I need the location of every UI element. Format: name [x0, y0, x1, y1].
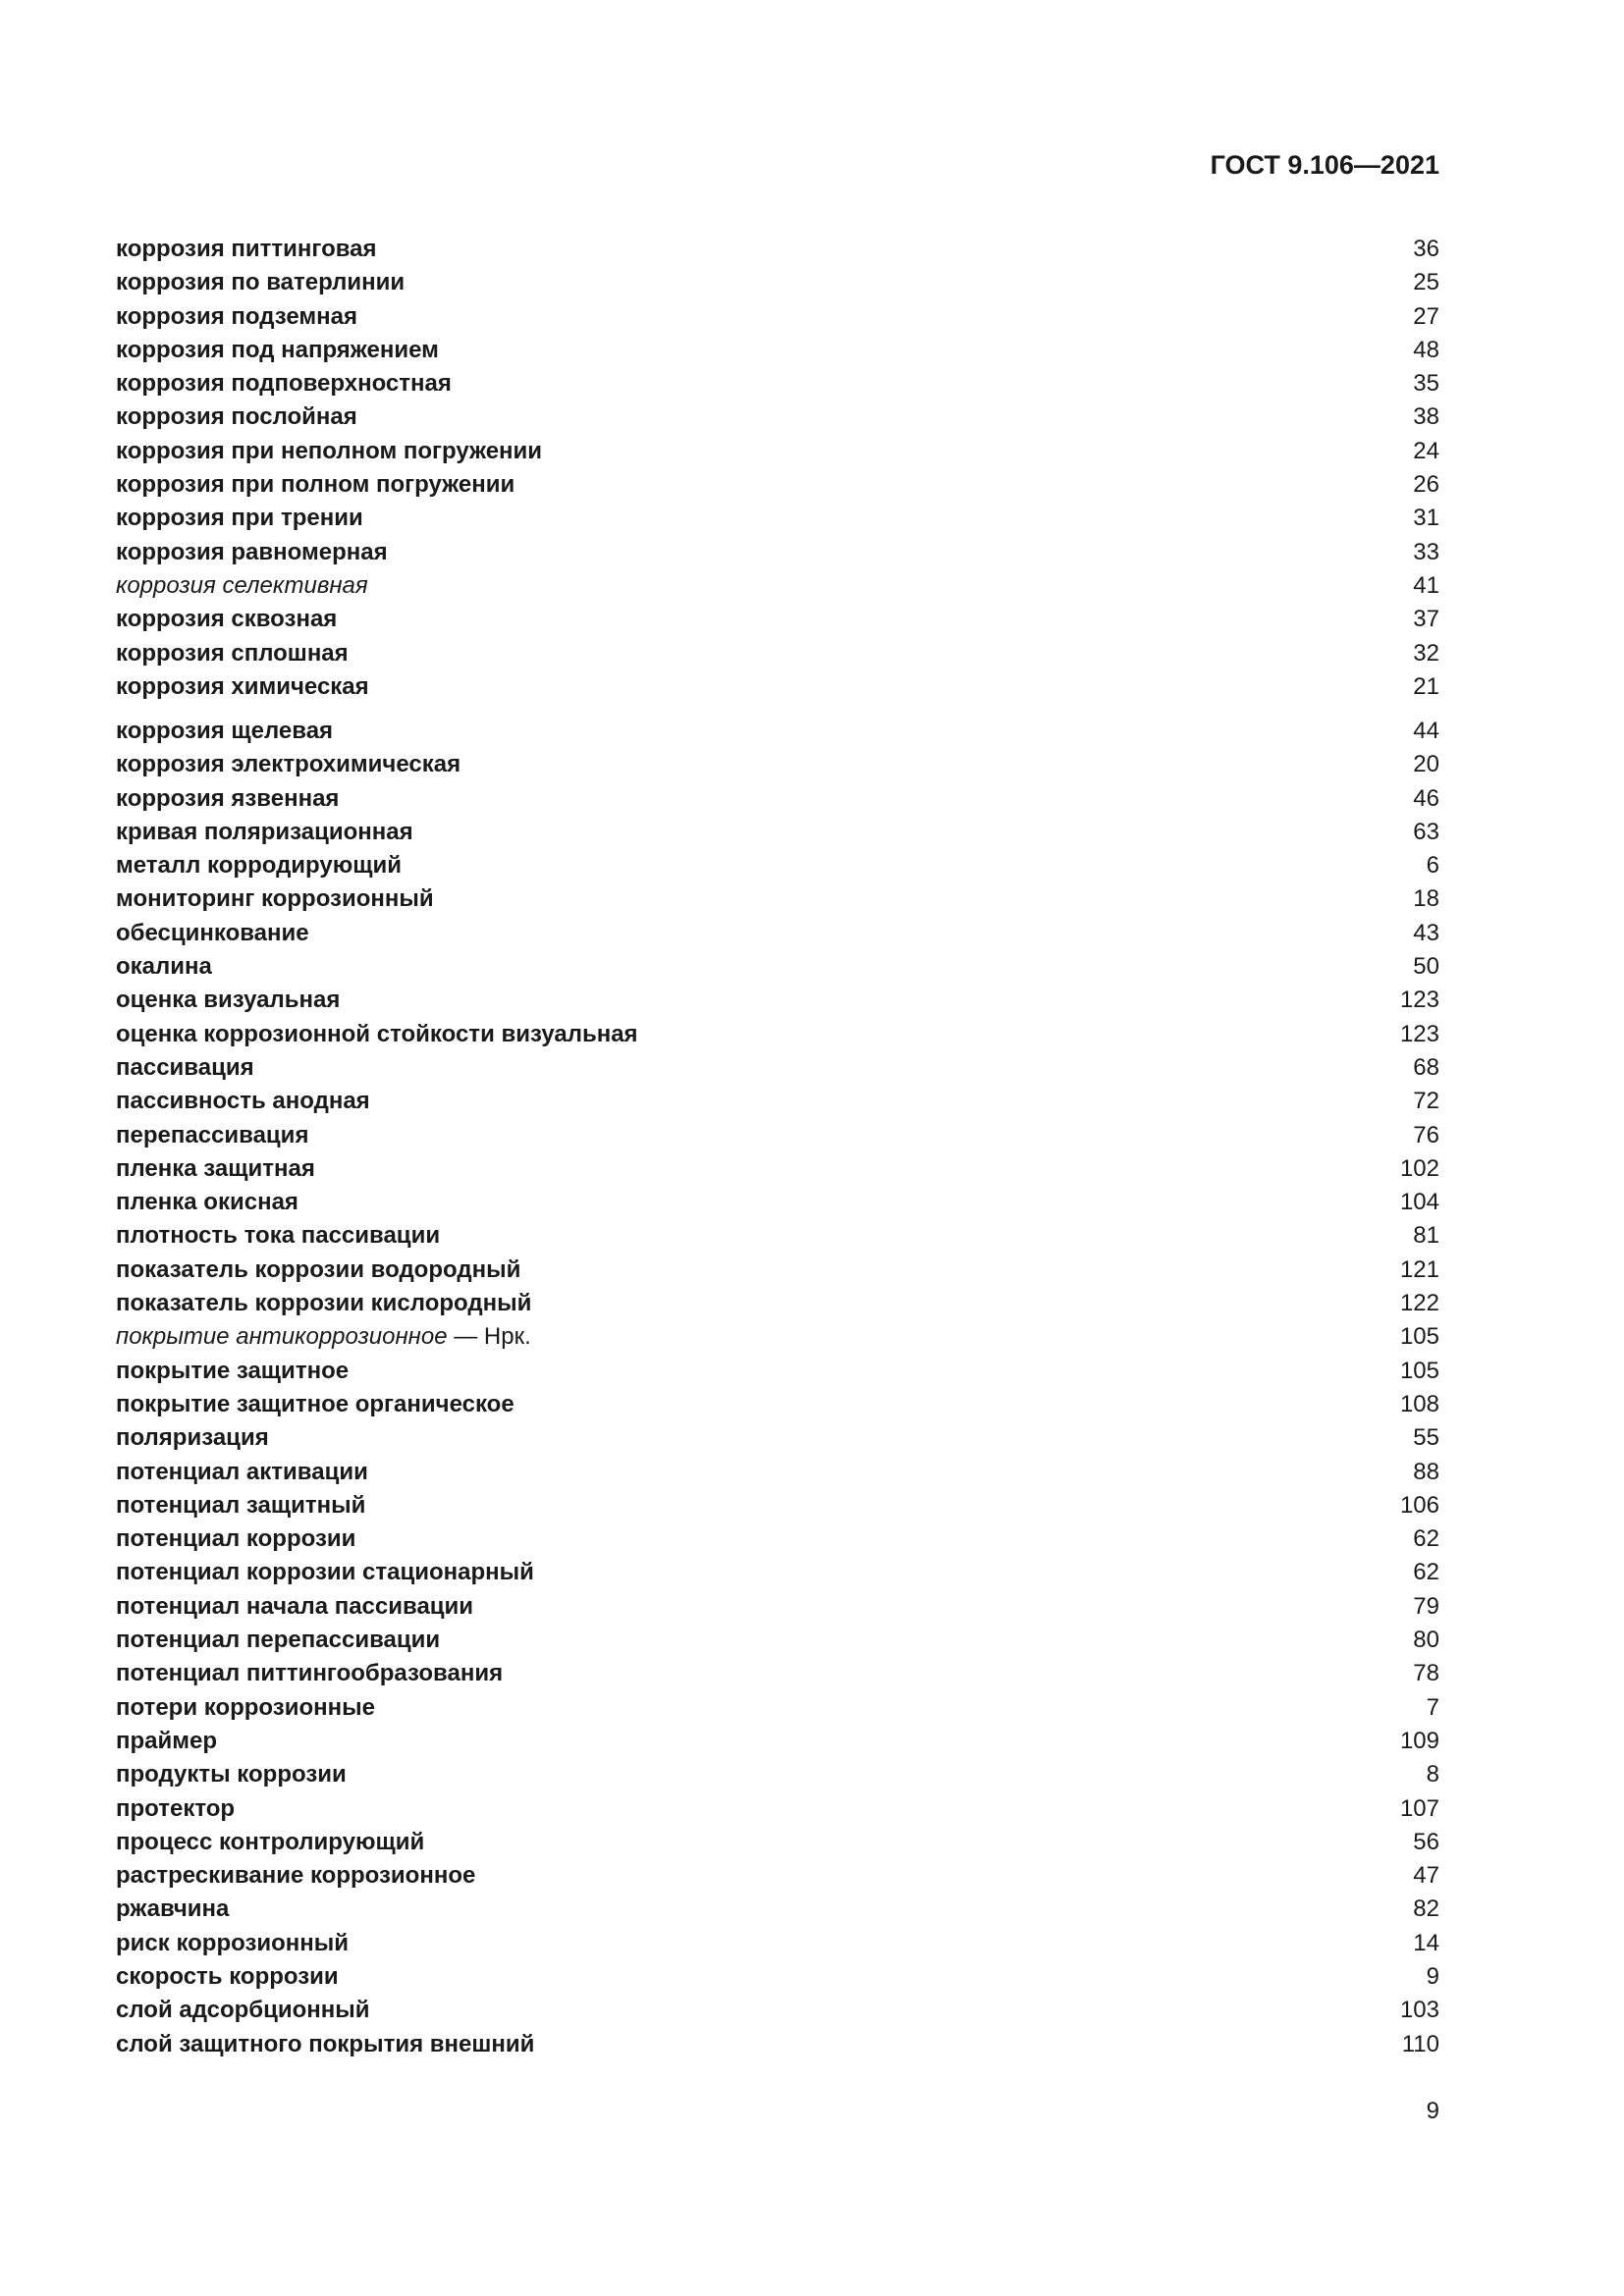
index-entry [116, 1219, 1439, 1253]
index-term-text: праймер [116, 1727, 218, 1754]
index-term-text: потенциал коррозии стационарный [116, 1559, 534, 1586]
index-term-text: коррозия селективная [116, 571, 368, 599]
page-number: 9 [1426, 2098, 1439, 2124]
index-term-text: коррозия при неполном погружении [116, 437, 543, 464]
index-entry [116, 400, 1439, 434]
index-entry [116, 1355, 1439, 1388]
index-term-text: коррозия сплошная [116, 639, 349, 667]
index-page-ref: 33 [1413, 538, 1439, 565]
index-entry [116, 300, 1439, 334]
index-entry [116, 1893, 1439, 1926]
index-term-text: потери коррозионные [116, 1693, 375, 1721]
index-page-ref: 26 [1413, 471, 1439, 499]
index-entry [116, 502, 1439, 535]
index-term-text: коррозия электрохимическая [116, 751, 461, 778]
index-entry [116, 1624, 1439, 1657]
index-page-ref: 107 [1399, 1794, 1439, 1822]
index-term [116, 1725, 217, 1758]
index-page-ref: 102 [1399, 1154, 1439, 1182]
index-term-text: коррозия по ватерлинии [116, 269, 406, 296]
index-term-text: окалина [116, 953, 212, 981]
index-term [116, 1994, 370, 2027]
index-page-ref: 56 [1413, 1828, 1439, 1855]
index-term [116, 1657, 503, 1690]
index-page-ref: 37 [1413, 606, 1439, 633]
index-term [116, 715, 333, 748]
index-page-ref: 36 [1413, 236, 1439, 262]
index-entry [116, 637, 1439, 670]
index-entry [116, 917, 1439, 950]
index-term [116, 536, 388, 569]
index-term [116, 400, 357, 434]
index-page-ref: 38 [1413, 403, 1439, 431]
index-page-ref: 41 [1413, 571, 1439, 599]
index-entry [116, 1657, 1439, 1690]
index-entry [116, 1388, 1439, 1421]
index-term [116, 1489, 365, 1522]
index-entry [116, 1927, 1439, 1960]
index-entry [116, 1186, 1439, 1219]
index-term-text: покрытие защитное [116, 1357, 350, 1384]
index-term [116, 882, 434, 916]
index-page-ref: 31 [1413, 505, 1439, 532]
index-term [116, 950, 212, 984]
index-term-text: коррозия сквозная [116, 606, 338, 633]
index-page-ref: 103 [1399, 1997, 1439, 2024]
index-term-text: оценка визуальная [116, 987, 341, 1014]
index-page-ref: 72 [1413, 1088, 1439, 1115]
index-term [116, 984, 340, 1017]
index-term [116, 1624, 440, 1657]
index-page-ref: 21 [1413, 672, 1439, 700]
index-term-text: пассивность анодная [116, 1088, 370, 1115]
index-term-text: плотность тока пассивации [116, 1222, 441, 1250]
index-entry [116, 1489, 1439, 1522]
index-term-text: потенциал начала пассивации [116, 1592, 474, 1620]
index-page-ref: 14 [1413, 1929, 1439, 1956]
index-term [116, 1522, 355, 1556]
index-term [116, 637, 349, 670]
index-entry [116, 435, 1439, 468]
index-entry [116, 1522, 1439, 1556]
index-term-text: коррозия язвенная [116, 784, 340, 812]
index-page-ref: 123 [1399, 1020, 1439, 1047]
index-entry [116, 1758, 1439, 1791]
index-entry [116, 782, 1439, 816]
document-header: ГОСТ 9.106—2021 [1210, 150, 1439, 180]
index-page-ref: 20 [1413, 751, 1439, 778]
index-term [116, 569, 368, 603]
index-page-ref: 123 [1399, 987, 1439, 1014]
index-term-text: обесцинкование [116, 919, 309, 946]
index-term-text: показатель коррозии водородный [116, 1255, 521, 1283]
index-term-text: процесс контролирующий [116, 1828, 425, 1855]
index-term [116, 1085, 370, 1118]
index-term [116, 670, 369, 704]
index-term [116, 1186, 298, 1219]
index-entry [116, 1320, 1439, 1354]
index-page-ref: 106 [1399, 1491, 1439, 1519]
index-entry [116, 1994, 1439, 2027]
index-page-ref: 9 [1426, 1962, 1439, 1990]
index-term-text: потенциал защитный [116, 1491, 366, 1519]
index-term [116, 1960, 339, 1994]
index-entry [116, 367, 1439, 400]
index-page-ref: 18 [1413, 885, 1439, 913]
index-term [116, 1927, 349, 1960]
index-term-text: поляризация [116, 1424, 269, 1452]
index-term-text: коррозия послойная [116, 403, 357, 431]
index-term-text: коррозия подповерхностная [116, 370, 452, 398]
index-term [116, 2028, 534, 2061]
index-page-ref: 47 [1413, 1862, 1439, 1890]
index-entry [116, 1556, 1439, 1589]
index-term-text: слой защитного покрытия внешний [116, 2030, 535, 2057]
index-entry [116, 1085, 1439, 1118]
index-page-ref: 46 [1413, 784, 1439, 812]
index-page-ref: 7 [1426, 1693, 1439, 1721]
index-entry [116, 468, 1439, 502]
index-term-text: мониторинг коррозионный [116, 885, 434, 913]
index-entry [116, 1051, 1439, 1085]
index-page-ref: 122 [1399, 1290, 1439, 1317]
index-page-ref: 35 [1413, 370, 1439, 398]
index-term [116, 435, 542, 468]
index-term [116, 1287, 531, 1320]
index-entry [116, 1859, 1439, 1893]
index-term [116, 300, 357, 334]
index-page-ref: 81 [1413, 1222, 1439, 1250]
index-entry [116, 603, 1439, 636]
index-term-text: покрытие защитное органическое [116, 1390, 514, 1417]
index-term-text: оценка коррозионной стойкости визуальная [116, 1020, 638, 1047]
index-page-ref: 80 [1413, 1627, 1439, 1654]
index-page-ref: 32 [1413, 639, 1439, 667]
index-term [116, 1758, 347, 1791]
index-entry [116, 950, 1439, 984]
index-term-text: коррозия при трении [116, 505, 363, 532]
index-entry [116, 1725, 1439, 1758]
index-term [116, 1590, 473, 1624]
index-entry [116, 1254, 1439, 1287]
index-entry [116, 1960, 1439, 1994]
index-page-ref: 108 [1399, 1390, 1439, 1417]
index-term [116, 233, 377, 266]
index-term-text: ржавчина [116, 1896, 230, 1923]
index-term-text: растрескивание коррозионное [116, 1862, 476, 1890]
index-page-ref: 6 [1426, 852, 1439, 880]
index-term-text: коррозия питтинговая [116, 236, 377, 262]
index-term [116, 816, 413, 849]
index-term-text: протектор [116, 1794, 236, 1822]
index-term [116, 468, 514, 502]
index-entry [116, 882, 1439, 916]
index-entry [116, 1456, 1439, 1489]
index-term-note: — Нрк. [447, 1323, 531, 1351]
index-page-ref: 25 [1413, 269, 1439, 296]
index-entry [116, 1826, 1439, 1859]
index-term-text: коррозия химическая [116, 672, 369, 700]
index-term [116, 1893, 229, 1926]
index-page-ref: 105 [1399, 1357, 1439, 1384]
index-page-ref: 121 [1399, 1255, 1439, 1283]
index-term [116, 603, 337, 636]
index-term [116, 502, 363, 535]
index-term [116, 748, 460, 781]
index-entry [116, 984, 1439, 1017]
index-term [116, 1320, 531, 1354]
index-term-text: скорость коррозии [116, 1962, 339, 1990]
index-page-ref: 44 [1413, 718, 1439, 744]
index-term [116, 1152, 315, 1186]
index-page-ref: 79 [1413, 1592, 1439, 1620]
index-entry [116, 715, 1439, 748]
index-entry [116, 748, 1439, 781]
index-entry [116, 266, 1439, 299]
index-entry [116, 816, 1439, 849]
index-term [116, 1826, 424, 1859]
index-term [116, 1051, 254, 1085]
index-page-ref: 8 [1426, 1761, 1439, 1789]
index-page-ref: 88 [1413, 1458, 1439, 1485]
index-entry [116, 1421, 1439, 1455]
index-entry [116, 670, 1439, 704]
index-page-ref: 105 [1399, 1323, 1439, 1351]
index-term-text: коррозия равномерная [116, 538, 388, 565]
index-entry [116, 1152, 1439, 1186]
index-term-text: показатель коррозии кислородный [116, 1290, 532, 1317]
index-entry [116, 1119, 1439, 1152]
index-term [116, 1792, 235, 1826]
index-entry [116, 1018, 1439, 1051]
index-page-ref: 109 [1399, 1727, 1439, 1754]
index-term [116, 1556, 534, 1589]
index-entry [116, 1287, 1439, 1320]
index-page-ref: 78 [1413, 1660, 1439, 1687]
index-term [116, 1254, 520, 1287]
index-term [116, 782, 339, 816]
index-term-text: покрытие антикоррозионное [116, 1323, 448, 1351]
index-entry [116, 1691, 1439, 1725]
index-term-text: коррозия при полном погружении [116, 471, 515, 499]
index-term-text: продукты коррозии [116, 1761, 347, 1789]
index-term [116, 1355, 349, 1388]
index-page-ref: 104 [1399, 1189, 1439, 1216]
index-term [116, 917, 309, 950]
index-page-ref: 110 [1401, 2030, 1439, 2057]
index-page-ref: 50 [1413, 953, 1439, 981]
index-term [116, 1219, 440, 1253]
index-term-text: потенциал коррозии [116, 1525, 356, 1553]
index-term-text: пассивация [116, 1053, 254, 1081]
index-page-ref: 82 [1413, 1896, 1439, 1923]
index-term-text: пленка окисная [116, 1189, 298, 1216]
index-page-ref: 68 [1413, 1053, 1439, 1081]
index-term [116, 334, 439, 367]
index-term [116, 1691, 375, 1725]
index-term-text: потенциал питтингообразования [116, 1660, 504, 1687]
index-page-ref: 62 [1413, 1525, 1439, 1553]
index-page-ref: 62 [1413, 1559, 1439, 1586]
index-term-text: коррозия щелевая [116, 718, 334, 744]
index-term [116, 1119, 308, 1152]
index-term-text: кривая поляризационная [116, 818, 413, 845]
index-entry [116, 569, 1439, 603]
index-term [116, 1388, 514, 1421]
index-term [116, 849, 402, 882]
index-term-text: коррозия подземная [116, 302, 357, 330]
index-term [116, 1456, 368, 1489]
index-entry [116, 1590, 1439, 1624]
index-page-ref: 24 [1413, 437, 1439, 464]
index-entry [116, 233, 1439, 266]
index-term [116, 1018, 638, 1051]
index-page-ref: 55 [1413, 1424, 1439, 1452]
index-term-text: риск коррозионный [116, 1929, 350, 1956]
index-term-text: пленка защитная [116, 1154, 315, 1182]
index-term [116, 367, 452, 400]
index-page-ref: 63 [1413, 818, 1439, 845]
index-entry [116, 1792, 1439, 1826]
index-page-ref: 27 [1413, 302, 1439, 330]
index-entry [116, 2028, 1439, 2061]
index-page-ref: 76 [1413, 1121, 1439, 1148]
index-term-text: коррозия под напряжением [116, 336, 439, 363]
index-entry [116, 849, 1439, 882]
index-term-text: металл корродирующий [116, 852, 402, 880]
index-term-text: слой адсорбционный [116, 1997, 370, 2024]
index-term [116, 1421, 269, 1455]
index-term-text: потенциал активации [116, 1458, 368, 1485]
index-list-group-2 [116, 715, 1439, 2061]
index-list-group-1 [116, 233, 1439, 704]
index-entry [116, 334, 1439, 367]
index-term [116, 1859, 475, 1893]
index-page-ref: 43 [1413, 919, 1439, 946]
index-term [116, 266, 405, 299]
index-page-ref: 48 [1413, 336, 1439, 363]
index-term-text: перепассивация [116, 1121, 309, 1148]
index-entry [116, 536, 1439, 569]
index-term-text: потенциал перепассивации [116, 1627, 441, 1654]
